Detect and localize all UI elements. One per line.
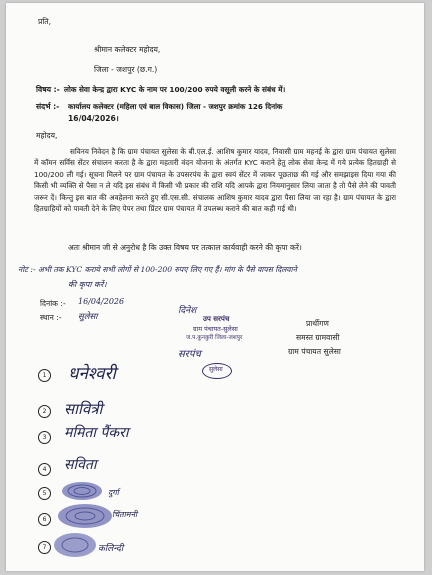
signature-name-3: ममिता पैंकरा — [64, 425, 129, 441]
signature-name-2: सावित्री — [64, 400, 103, 418]
signatory-title: प्रार्थीगण — [306, 319, 329, 328]
recipient-title: श्रीमान कलेक्टर महोदय, — [94, 45, 161, 54]
signature-name-7: कलिन्दी — [98, 544, 124, 554]
date-label: दिनांक :- — [40, 299, 66, 308]
body-paragraph: सविनय निवेदन है कि ग्राम पंचायत सुलेसा के बी.एल.ई. आशिष कुमार यादव, निवासी ग्राम महनई के द्वारा ग्राम पंचायत सुलेसा में कॉमन सर्विस सेंटर संचालन करता है के द्वारा महतारी वंदन योजना के अंतर्गत KYC कराने हेतु लोक सेवा केन्द्र में गये प्रत्येक हितग्राही से 100/200 ली गई। सूचना मिलने पर ग्राम पंचायत के उपसरपंच के द्वारा स्वयं सेंटर में जाकर पूछताछ की गई और समझाइस दिया गया की किसी भी व्यक्ति से पैसा न ले यदि इस संबंध में किसी भी प्रकार की राशि यदि आपके द्वारा नियमानुसार लिया जाता है तो पैसे लेने की पावती जरूर दें। किन्तु इस बात की अवहेलना करते हुए सी.एस.सी. संचालक आशिष कुमार यादव द्वारा पैसा लिया जा रहा है। ग्राम पंचायत के द्वारा हितग्राहियों को पावती देने के लिए पेपर तथा प्रिंटर ग्राम पंचायत में उपलब्ध कराने की बात कही गई थी। — [34, 147, 396, 214]
signature-number-4: 4 — [38, 463, 51, 476]
thumbprint-6-icon — [56, 503, 114, 529]
seal-name: सुलेसा — [209, 366, 223, 373]
signatory-line2: ग्राम पंचायत सुलेसा — [288, 347, 341, 356]
reference-line1: कार्यालय कलेक्टर (महिला एवं बाल विकास) जिला - जशपुर क्रमांक 126 दिनांक — [68, 102, 283, 111]
signature-name-5: दुर्गा — [108, 488, 119, 497]
subject-label: विषय :- — [36, 85, 60, 94]
subject-text: लोक सेवा केन्द्र द्वारा KYC के नाम पर 100/200 रुपये वसूली करने के संबंध में। — [64, 85, 286, 94]
signature-name-4: सविता — [64, 457, 97, 473]
salutation: प्रति, — [38, 17, 52, 26]
signatory-line1: समस्त ग्रामवासी — [296, 333, 340, 342]
stamp-signature-upper: दिनेश — [178, 306, 197, 316]
signature-number-7: 7 — [38, 541, 51, 554]
place-label: स्थान :- — [40, 313, 62, 322]
stamp-signature-lower: सरपंच — [178, 349, 201, 360]
stamp-title: उप सरपंच — [203, 315, 230, 323]
stamp-line2: ज.प.कुनकुरी जिला-जशपुर — [186, 335, 243, 341]
signature-number-1: 1 — [38, 369, 51, 382]
signature-number-3: 3 — [38, 431, 51, 444]
signature-name-1: धनेश्वरी — [68, 364, 116, 384]
reference-label: संदर्भ :- — [36, 102, 60, 111]
stamp-line1: ग्राम पंचायत-सुलेसा — [193, 325, 238, 333]
thumbprint-7-icon — [52, 531, 98, 559]
handwritten-note-line2: की कृपा करें। — [68, 280, 107, 289]
closing-line: अतः श्रीमान जी से अनुरोध है कि उक्त विषय पर तत्काल कार्यवाही करने की कृपा करें। — [68, 243, 302, 252]
date-value: 16/04/2026 — [78, 297, 125, 306]
reference-line2: 16/04/2026। — [68, 114, 119, 123]
recipient-district: जिला - जशपुर (छ.ग.) — [94, 65, 158, 74]
thumbprint-5-icon — [60, 481, 104, 501]
signature-name-6: चिंतामनी — [112, 510, 138, 519]
place-value: सुलेसा — [78, 312, 98, 322]
greeting: महोदय, — [36, 131, 58, 140]
handwritten-note-line1: नोट :- अभी तक KYC कराये सभी लोगों से 100-200 रुपए लिए गए हैं। मांग के पैसे वापस दिलवाने — [18, 265, 297, 274]
signature-number-2: 2 — [38, 405, 51, 418]
signature-number-5: 5 — [38, 487, 51, 500]
letter-page — [6, 3, 424, 571]
signature-number-6: 6 — [38, 513, 51, 526]
